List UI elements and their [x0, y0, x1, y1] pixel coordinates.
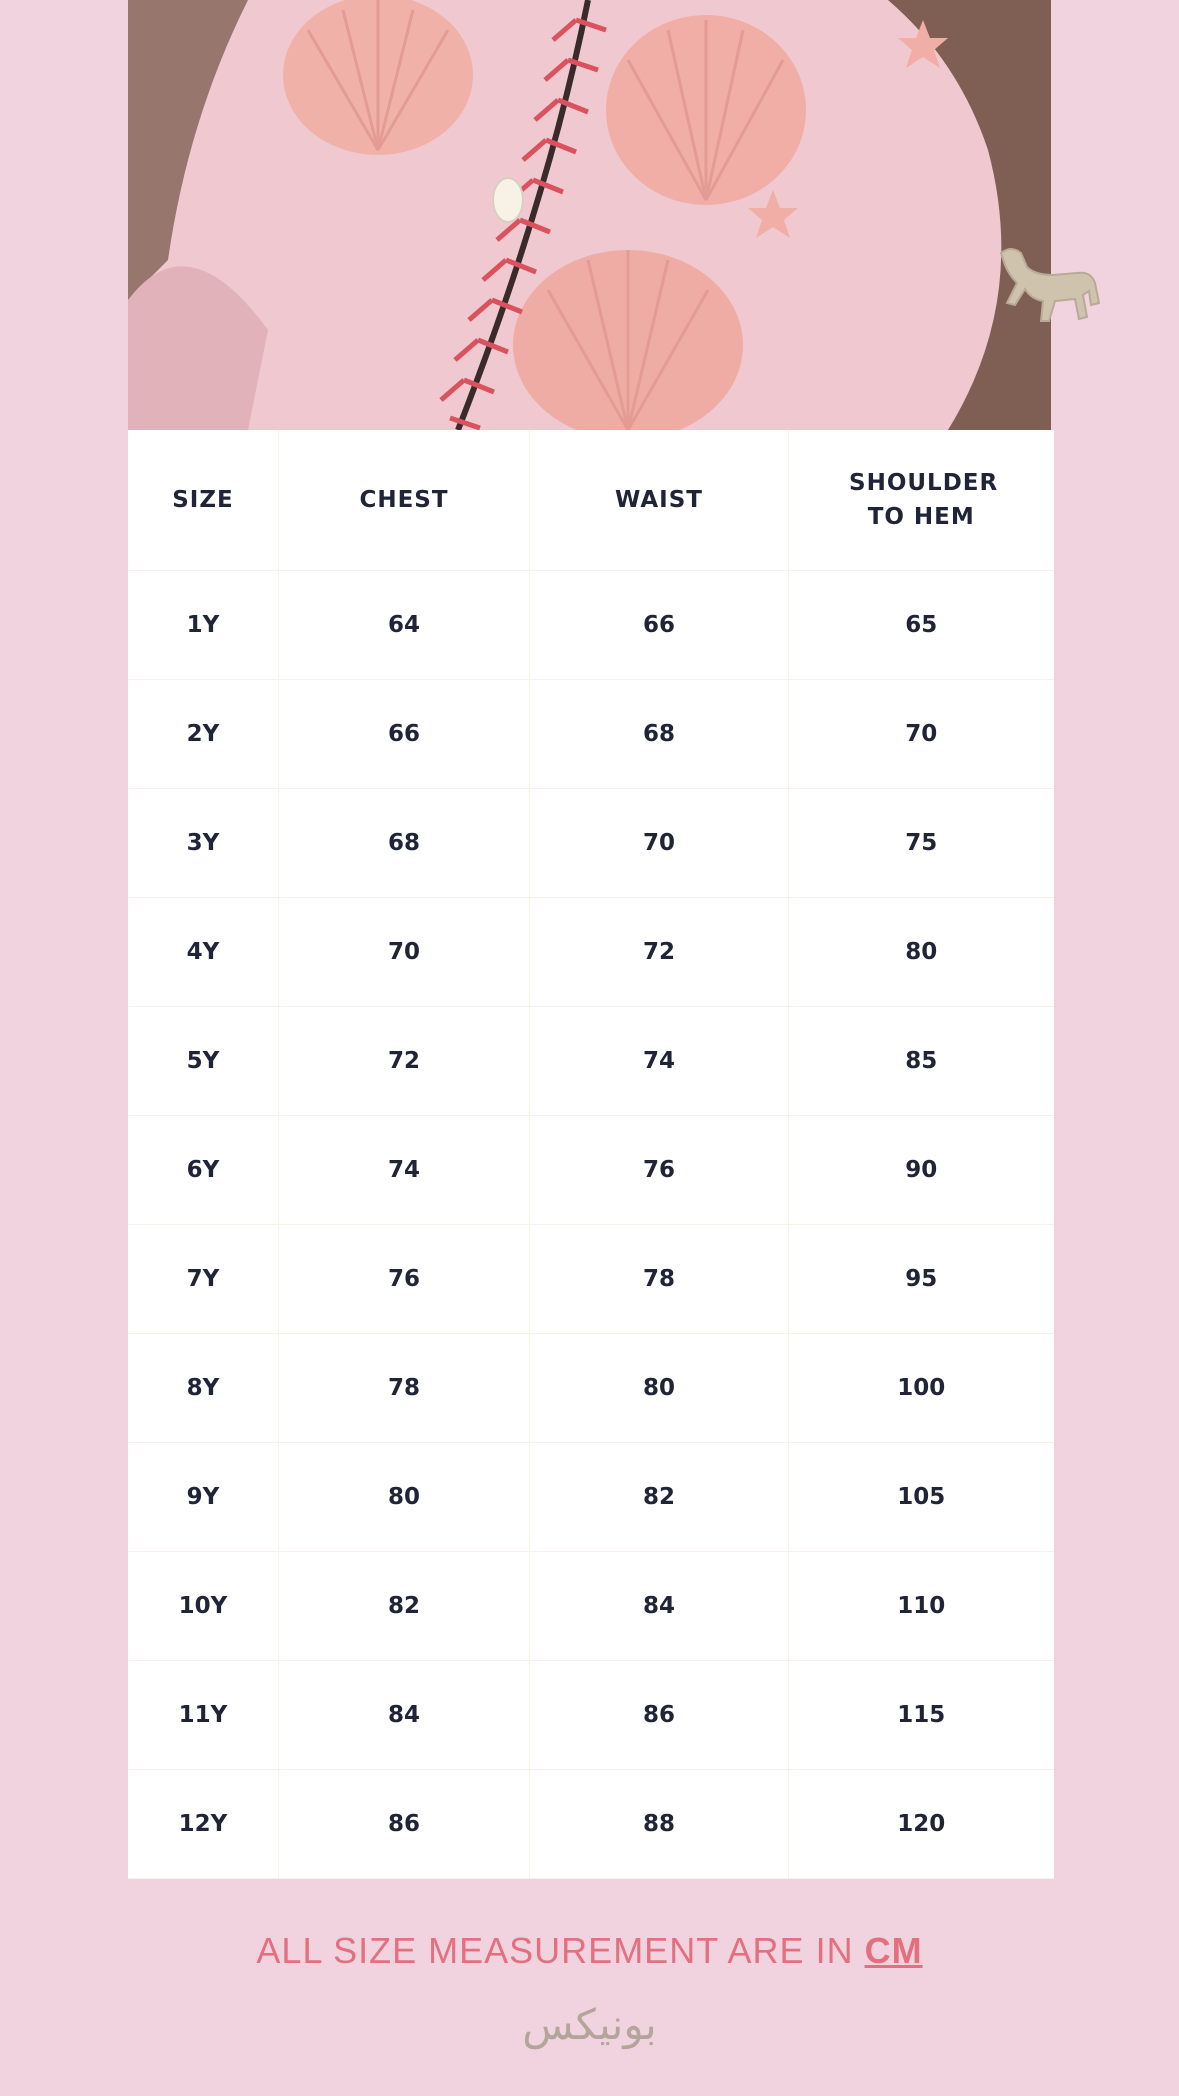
- cell-size: 6Y: [128, 1116, 279, 1225]
- table-row: [128, 571, 1054, 680]
- cell-size: 12Y: [128, 1770, 279, 1879]
- cell-shoulder-to-hem: 100: [789, 1334, 1054, 1443]
- cell-shoulder-to-hem: 65: [789, 571, 1054, 680]
- cell-waist: 78: [530, 1225, 789, 1334]
- cell-chest: 84: [279, 1661, 530, 1770]
- cell-shoulder-to-hem: 110: [789, 1552, 1054, 1661]
- cell-size: 5Y: [128, 1007, 279, 1116]
- cell-chest: 66: [279, 680, 530, 789]
- cell-shoulder-to-hem: 85: [789, 1007, 1054, 1116]
- cell-size: 10Y: [128, 1552, 279, 1661]
- header-waist: WAIST: [530, 430, 789, 571]
- cell-waist: 66: [530, 571, 789, 680]
- cell-size: 8Y: [128, 1334, 279, 1443]
- cell-shoulder-to-hem: 95: [789, 1225, 1054, 1334]
- cell-chest: 68: [279, 789, 530, 898]
- unit-label: CM: [864, 1930, 923, 1971]
- cell-waist: 82: [530, 1443, 789, 1552]
- table-row: [128, 789, 1054, 898]
- header-chest: CHEST: [279, 430, 530, 571]
- cell-shoulder-to-hem: 115: [789, 1661, 1054, 1770]
- cell-chest: 70: [279, 898, 530, 1007]
- measurement-note: [0, 1930, 1179, 1972]
- table-row: [128, 1770, 1054, 1879]
- cell-waist: 86: [530, 1661, 789, 1770]
- table-header-row: [128, 430, 1054, 571]
- cell-size: 7Y: [128, 1225, 279, 1334]
- cell-size: 2Y: [128, 680, 279, 789]
- cell-shoulder-to-hem: 120: [789, 1770, 1054, 1879]
- header-size: SIZE: [128, 430, 279, 571]
- size-chart-panel: [128, 0, 1051, 1879]
- table-row: [128, 1007, 1054, 1116]
- cell-chest: 82: [279, 1552, 530, 1661]
- table-row: [128, 1225, 1054, 1334]
- cell-waist: 80: [530, 1334, 789, 1443]
- cell-size: 1Y: [128, 571, 279, 680]
- cell-chest: 74: [279, 1116, 530, 1225]
- table-body: [128, 571, 1054, 1879]
- cell-waist: 68: [530, 680, 789, 789]
- cell-size: 4Y: [128, 898, 279, 1007]
- table-row: [128, 898, 1054, 1007]
- note-text: ALL SIZE MEASUREMENT ARE IN: [256, 1930, 865, 1971]
- table-row: [128, 680, 1054, 789]
- table-row: [128, 1116, 1054, 1225]
- cell-chest: 78: [279, 1334, 530, 1443]
- cell-size: 3Y: [128, 789, 279, 898]
- horse-logo-icon: [995, 245, 1105, 330]
- cell-shoulder-to-hem: 90: [789, 1116, 1054, 1225]
- cell-waist: 84: [530, 1552, 789, 1661]
- cell-waist: 72: [530, 898, 789, 1007]
- cell-size: 11Y: [128, 1661, 279, 1770]
- table-row: [128, 1443, 1054, 1552]
- cell-shoulder-to-hem: 70: [789, 680, 1054, 789]
- table-row: [128, 1552, 1054, 1661]
- table-row: [128, 1334, 1054, 1443]
- header-shoulder-to-hem: SHOULDER TO HEM: [789, 430, 1054, 571]
- cell-chest: 64: [279, 571, 530, 680]
- cell-waist: 76: [530, 1116, 789, 1225]
- cell-size: 9Y: [128, 1443, 279, 1552]
- cell-waist: 88: [530, 1770, 789, 1879]
- product-photo: [128, 0, 1051, 430]
- cell-chest: 72: [279, 1007, 530, 1116]
- cell-shoulder-to-hem: 75: [789, 789, 1054, 898]
- cell-chest: 80: [279, 1443, 530, 1552]
- size-chart-table: [128, 430, 1054, 1879]
- cell-waist: 70: [530, 789, 789, 898]
- cell-chest: 76: [279, 1225, 530, 1334]
- table-row: [128, 1661, 1054, 1770]
- cell-waist: 74: [530, 1007, 789, 1116]
- cell-shoulder-to-hem: 80: [789, 898, 1054, 1007]
- brand-logo: بونيكس: [522, 2000, 657, 2049]
- cell-chest: 86: [279, 1770, 530, 1879]
- cell-shoulder-to-hem: 105: [789, 1443, 1054, 1552]
